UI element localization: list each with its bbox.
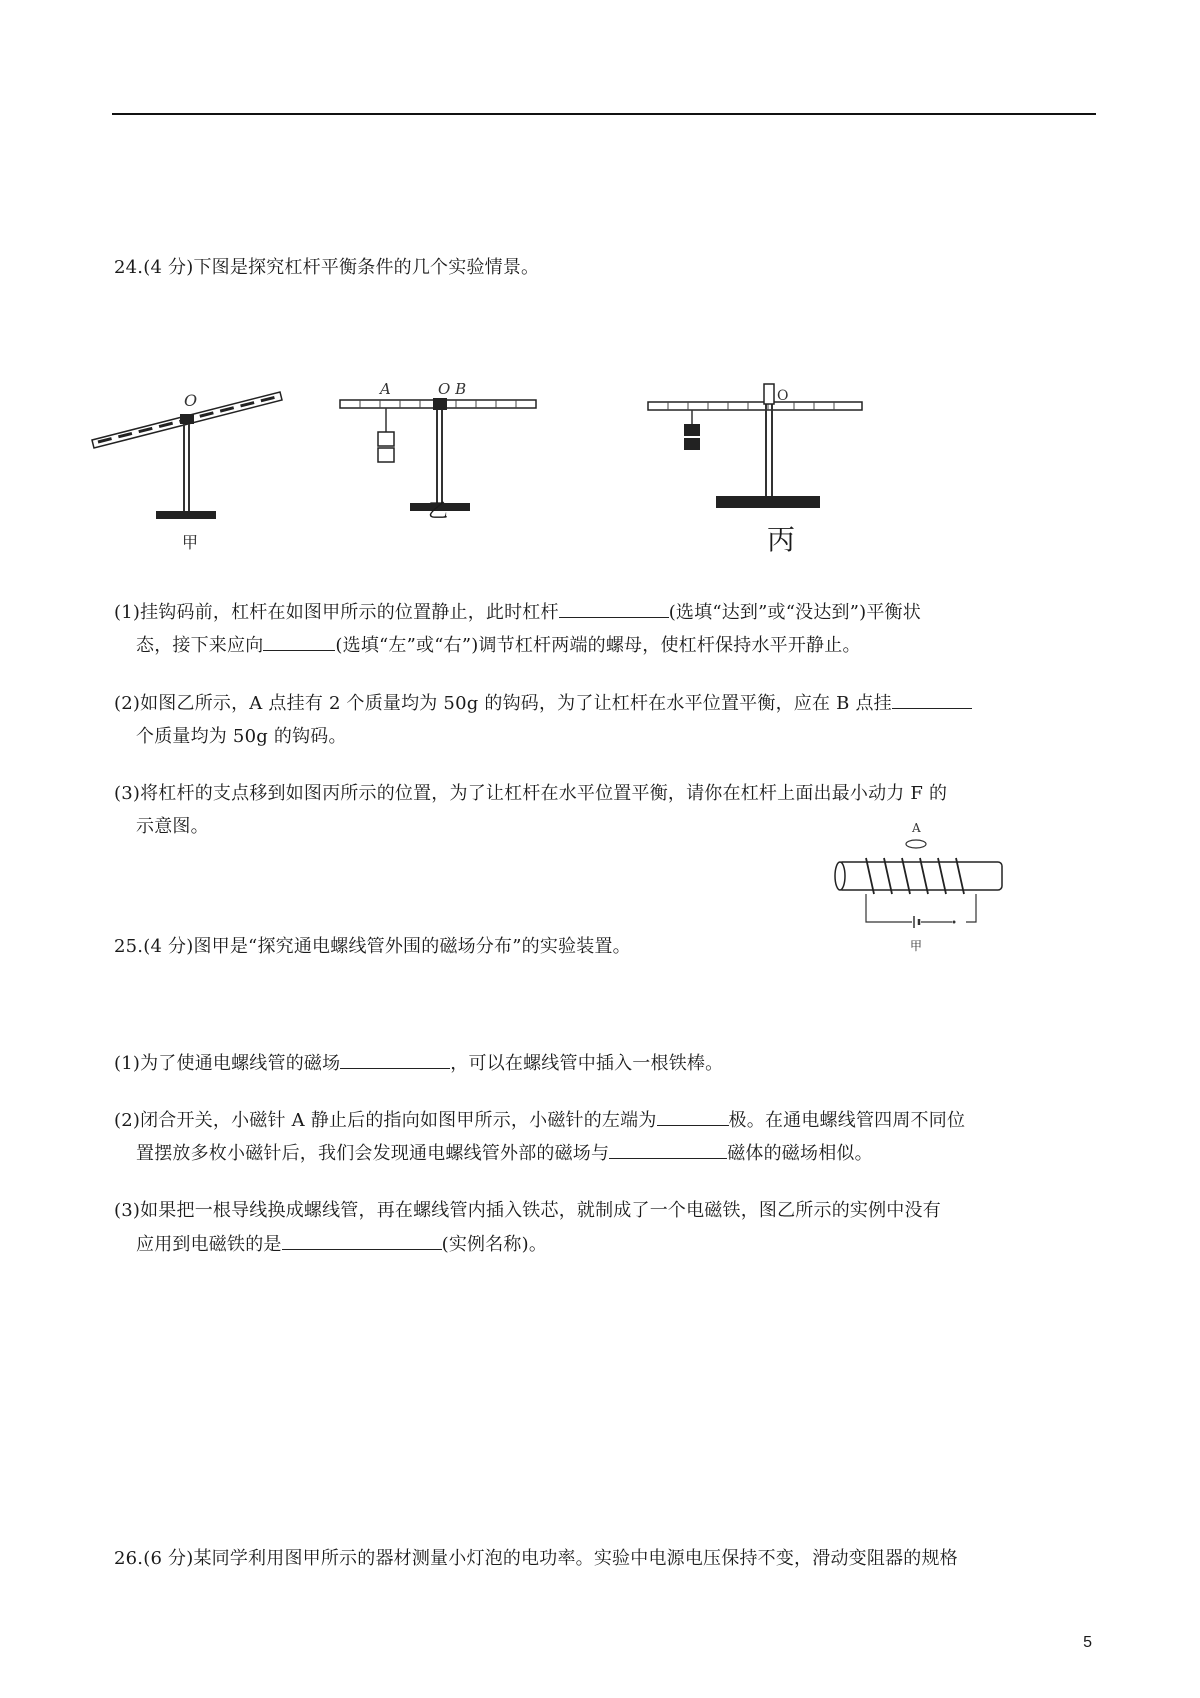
hook-weight [378,432,394,446]
q24-part2-line1: (2)如图乙所示，A 点挂有 2 个质量均为 50g 的钩码，为了让杠杆在水平位置平衡，应在 B 点挂 [114,692,972,715]
q25-part3-line1: (3)如果把一根导线换成螺线管，再在螺线管内插入铁芯，就制成了一个电磁铁，图乙所示的实例中没有 [114,1200,941,1221]
switch [953,921,956,924]
fig-label-bing: 丙 [766,523,795,556]
answer-blank[interactable] [282,1233,442,1250]
q26-header: 26.(6 分)某同学利用图甲所示的器材测量小灯泡的电功率。实验中电源电压保持不变，滑动变阻器的规格 [114,1548,958,1569]
q25-header: 25.(4 分)图甲是“探究通电螺线管外围的磁场分布”的实验装置。 [114,936,631,957]
q25-part2-line2: 置摆放多枚小磁针后，我们会发现通电螺线管外部的磁场与 磁体的磁场相似。 [136,1143,873,1164]
pivot-block [180,414,194,424]
header-rule [112,113,1096,115]
q24-header: 24.(4 分)下图是探究杠杆平衡条件的几个实验情景。 [114,257,540,278]
fig-letter-a: A [380,380,391,398]
q24-part1-line1: (1)挂钩码前，杠杆在如图甲所示的位置静止，此时杠杆 (选填“达到”或“没达到”)平衡状 [114,602,921,623]
hook-weight [684,424,700,436]
answer-blank[interactable] [657,1109,729,1126]
q25-part2-line1: (2)闭合开关，小磁针 A 静止后的指向如图甲所示，小磁针的左端为 极。在通电螺线管四周不同位 [114,1110,966,1131]
hook-weight [684,438,700,450]
figure-jia-tilted-lever [88,376,288,556]
q24-part3-line2: 示意图。 [136,816,209,837]
fig-letter-o: O [184,391,198,410]
stand-base [156,511,216,519]
stand-base [716,496,820,508]
fig-letter-ob: O B [438,380,467,398]
figure-solenoid [826,818,1016,958]
answer-blank[interactable] [263,634,335,651]
hook-weight [378,448,394,462]
fig-label-jia: 甲 [181,533,198,552]
page-number: 5 [1083,1634,1092,1651]
compass-needle [906,840,926,848]
fig-letter-o: O [777,388,789,404]
q25-part1: (1)为了使通电螺线管的磁场 ，可以在螺线管中插入一根铁棒。 [114,1053,724,1074]
fig-label-jia: 甲 [910,939,923,953]
solenoid-tube [838,862,1002,890]
q24-part3-line1: (3)将杠杆的支点移到如图丙所示的位置，为了让杠杆在水平位置平衡，请你在杠杆上面出最小动力 F 的 [114,783,948,804]
answer-blank[interactable] [340,1052,450,1069]
answer-blank[interactable] [609,1142,727,1159]
q24-part1-line2: 态，接下来应向 (选填“左”或“右”)调节杠杆两端的螺母，使杠杆保持水平开静止。 [136,635,861,656]
fig-label-yi: 乙 [428,498,448,522]
answer-blank[interactable] [892,692,972,709]
q24-part2-line2: 个质量均为 50g 的钩码。 [136,726,347,747]
figure-bing-lever [644,378,869,518]
answer-blank[interactable] [559,601,669,618]
q25-part3-line2: 应用到电磁铁的是 (实例名称)。 [136,1234,548,1255]
fig-letter-a: A [912,821,921,835]
